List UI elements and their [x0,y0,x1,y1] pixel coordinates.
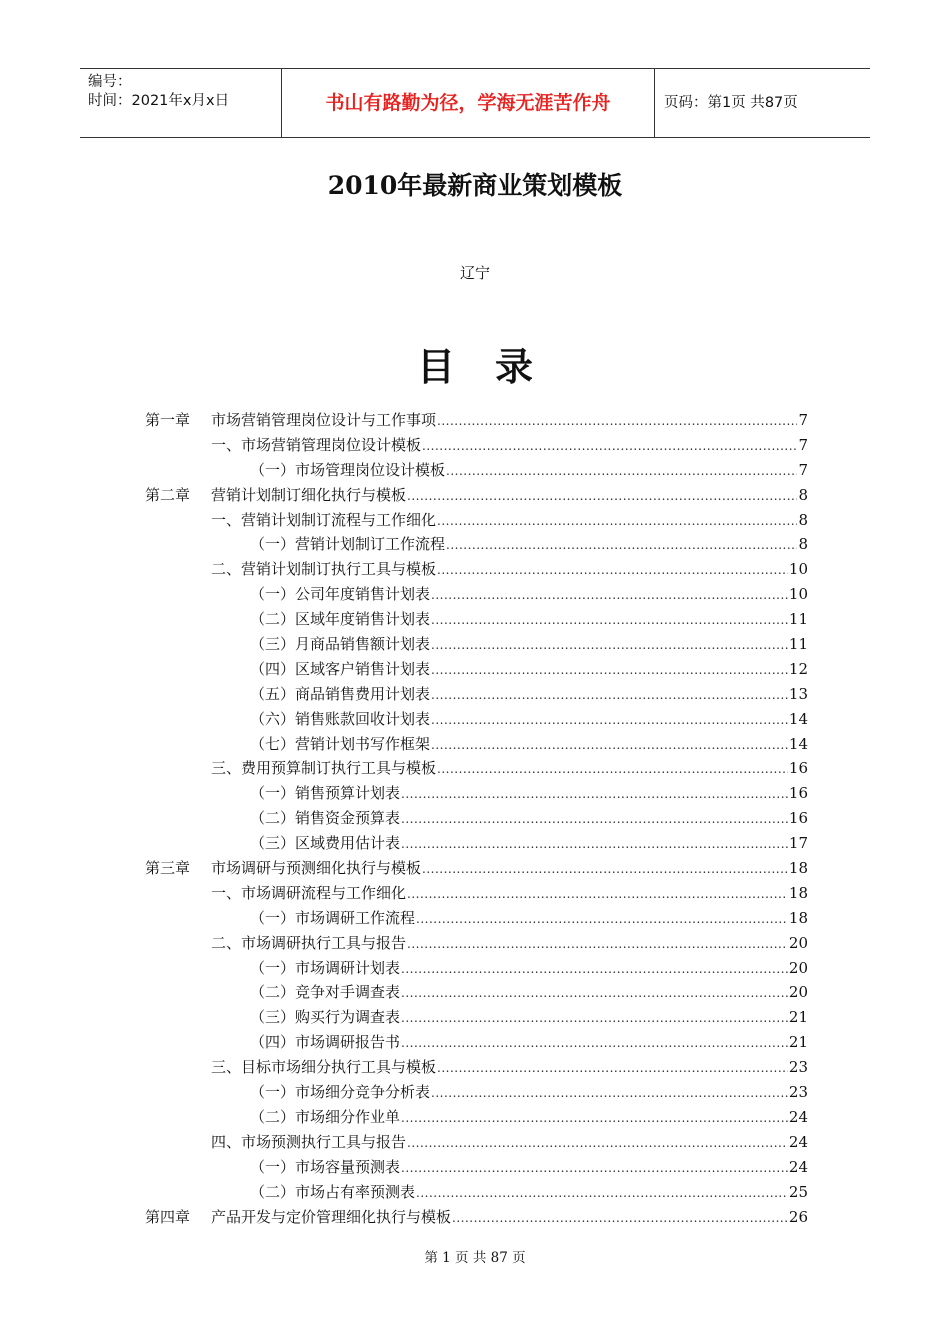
toc-page-number: 11 [788,635,808,654]
toc-page-number: 8 [798,485,808,504]
toc-entry-title: （五）商品销售费用计划表 [250,684,431,703]
toc-page-number: 18 [788,883,808,902]
toc-dot-leader [401,1031,788,1056]
toc-dot-leader [407,484,797,509]
document-title: 2010年最新商业策划模板 [327,171,623,200]
toc-page-number: 8 [798,510,808,529]
header-time-label: 时间：2021年x月x日 [88,93,230,109]
toc-entry[interactable] [145,1005,808,1030]
toc-entry-title: （二）区域年度销售计划表 [250,610,431,629]
toc-page-number: 20 [788,983,808,1002]
toc-dot-leader [437,757,788,782]
toc-entry[interactable] [145,1180,808,1205]
page-header [80,68,870,138]
toc-heading: 目录 [416,344,573,389]
toc-entry-title: 三、目标市场细分执行工具与模板 [211,1058,437,1077]
toc-dot-leader [401,832,788,857]
toc-entry-title: 一、市场营销管理岗位设计模板 [211,435,422,454]
toc-page-number: 26 [788,1207,808,1226]
toc-dot-leader [401,782,788,807]
toc-dot-leader [437,558,788,583]
toc-dot-leader [431,733,788,758]
toc-entry-title: 四、市场预测执行工具与报告 [211,1132,407,1151]
toc-entry-title: （二）市场细分作业单 [250,1107,401,1126]
toc-dot-leader [431,683,788,708]
toc-entry[interactable] [145,408,808,433]
toc-entry-title: （三）购买行为调查表 [250,1008,401,1027]
toc-page-number: 21 [788,1033,808,1052]
toc-entry-title: 一、营销计划制订流程与工作细化 [211,510,437,529]
toc-dot-leader [416,907,788,932]
toc-entry-title: （三）月商品销售额计划表 [250,635,431,654]
toc-page-number: 7 [798,411,808,429]
toc-dot-leader [422,857,788,882]
toc-entry[interactable] [145,906,808,931]
toc-entry[interactable] [145,657,808,682]
toc-entry[interactable] [145,458,808,483]
toc-entry-title: （二）竞争对手调查表 [250,983,401,1002]
toc-entry-title: （一）市场调研工作流程 [250,908,416,927]
toc-dot-leader [431,633,788,658]
toc-entry[interactable] [145,781,808,806]
toc-dot-leader [401,1006,788,1031]
toc-page-number: 7 [798,460,808,479]
toc-dot-leader [401,807,788,832]
toc-chapter-number: 第三章 [145,859,191,878]
toc-chapter-number: 第四章 [145,1207,191,1226]
toc-entry[interactable] [145,1080,808,1105]
header-meta-cell [80,69,282,137]
toc-dot-leader [431,658,788,683]
toc-page-number: 23 [788,1083,808,1102]
toc-entry[interactable] [145,1055,808,1080]
document-author: 辽宁 [459,264,490,282]
toc-entry[interactable] [145,856,808,881]
toc-dot-leader [431,1081,788,1106]
toc-entry-title: （一）市场管理岗位设计模板 [250,460,446,479]
toc-dot-leader [446,459,797,484]
toc-page-number: 13 [788,684,808,703]
page-footer: 第 1 页 共 87 页 [424,1250,526,1266]
toc-page-number: 12 [788,659,808,678]
toc-page-number: 18 [788,908,808,927]
toc-entry[interactable] [145,831,808,856]
toc-page-number: 11 [788,610,808,629]
toc-page-number: 23 [788,1058,808,1077]
header-page-info: 页码：第1页 共87页 [664,95,798,111]
toc-dot-leader [407,1131,788,1156]
toc-page-number: 17 [788,834,808,853]
toc-entry-title: （一）销售预算计划表 [250,784,401,803]
toc-entry-title: 市场营销管理岗位设计与工作事项 [211,411,437,429]
toc-dot-leader [452,1206,788,1231]
toc-page-number: 14 [788,734,808,753]
toc-dot-leader [407,932,788,957]
toc-entry-title: 三、费用预算制订执行工具与模板 [211,759,437,778]
toc-entry-title: （一）公司年度销售计划表 [250,585,431,604]
toc-entry[interactable] [145,508,808,533]
toc-page-number: 16 [788,759,808,778]
toc-entry[interactable] [145,433,808,458]
toc-page-number: 24 [788,1157,808,1176]
toc-entry[interactable] [145,632,808,657]
toc-entry-title: （一）市场细分竞争分析表 [250,1083,431,1102]
toc-entry-title: 产品开发与定价管理细化执行与模板 [211,1207,452,1226]
toc-dot-leader [422,434,797,459]
toc-page-number: 16 [788,784,808,803]
toc-entry[interactable] [145,931,808,956]
toc-page-number: 7 [798,435,808,454]
toc-entry[interactable] [145,756,808,781]
toc-entry-title: （二）市场占有率预测表 [250,1182,416,1201]
toc-entry[interactable] [145,980,808,1005]
toc-entry[interactable] [145,881,808,906]
toc-entry[interactable] [145,682,808,707]
toc-page-number: 14 [788,709,808,728]
toc-page-number: 24 [788,1107,808,1126]
toc-dot-leader [401,957,788,982]
toc-entry-title: （一）市场调研计划表 [250,958,401,977]
toc-page-number: 20 [788,933,808,952]
header-motto: 书山有路勤为径，学海无涯苦作舟 [282,69,655,137]
toc-entry[interactable] [145,1155,808,1180]
toc-entry[interactable] [145,582,808,607]
toc-page-number: 25 [788,1182,808,1201]
toc-dot-leader [437,509,797,534]
toc-page-number: 24 [788,1132,808,1151]
toc-chapter-number: 第二章 [145,485,191,504]
toc-entry[interactable] [145,732,808,757]
toc-entry-title: 二、营销计划制订执行工具与模板 [211,560,437,579]
toc-entry-title: （四）区域客户销售计划表 [250,659,431,678]
toc-dot-leader [401,1106,788,1131]
toc-dot-leader [446,533,797,558]
toc-dot-leader [437,409,797,434]
toc-entry[interactable] [145,1130,808,1155]
toc-entry[interactable] [145,1105,808,1130]
toc-entry-title: （二）销售资金预算表 [250,809,401,828]
toc-entry[interactable] [145,806,808,831]
toc-entry-title: （四）市场调研报告书 [250,1033,401,1052]
toc-entry-title: 二、市场调研执行工具与报告 [211,933,407,952]
toc-entry-title: （七）营销计划书写作框架 [250,734,431,753]
toc-entry-title: （三）区域费用估计表 [250,834,401,853]
toc-entry[interactable] [145,607,808,632]
toc-page-number: 10 [788,585,808,604]
toc-entry-title: （一）市场容量预测表 [250,1157,401,1176]
toc-entry-title: 一、市场调研流程与工作细化 [211,883,407,902]
toc-dot-leader [431,608,788,633]
toc-entry[interactable] [145,956,808,981]
toc-entry-title: （一）营销计划制订工作流程 [250,535,446,554]
toc-entry[interactable] [145,532,808,557]
toc-dot-leader [401,981,788,1006]
table-of-contents [145,408,808,1229]
toc-entry[interactable] [145,557,808,582]
toc-chapter-number: 第一章 [145,411,191,429]
toc-dot-leader [416,1181,788,1206]
toc-page-number: 16 [788,809,808,828]
toc-page-number: 10 [788,560,808,579]
toc-dot-leader [407,882,788,907]
toc-dot-leader [401,1156,788,1181]
toc-entry[interactable] [145,1205,808,1230]
toc-entry[interactable] [145,1030,808,1055]
toc-entry-title: 市场调研与预测细化执行与模板 [211,859,422,878]
toc-page-number: 18 [788,859,808,878]
toc-entry[interactable] [145,483,808,508]
toc-dot-leader [431,583,788,608]
toc-dot-leader [437,1056,788,1081]
toc-entry-title: 营销计划制订细化执行与模板 [211,485,407,504]
toc-entry-title: （六）销售账款回收计划表 [250,709,431,728]
toc-page-number: 21 [788,1008,808,1027]
toc-dot-leader [431,708,788,733]
header-number-label: 编号： [88,74,132,90]
toc-entry[interactable] [145,707,808,732]
toc-page-number: 8 [798,535,808,554]
toc-page-number: 20 [788,958,808,977]
